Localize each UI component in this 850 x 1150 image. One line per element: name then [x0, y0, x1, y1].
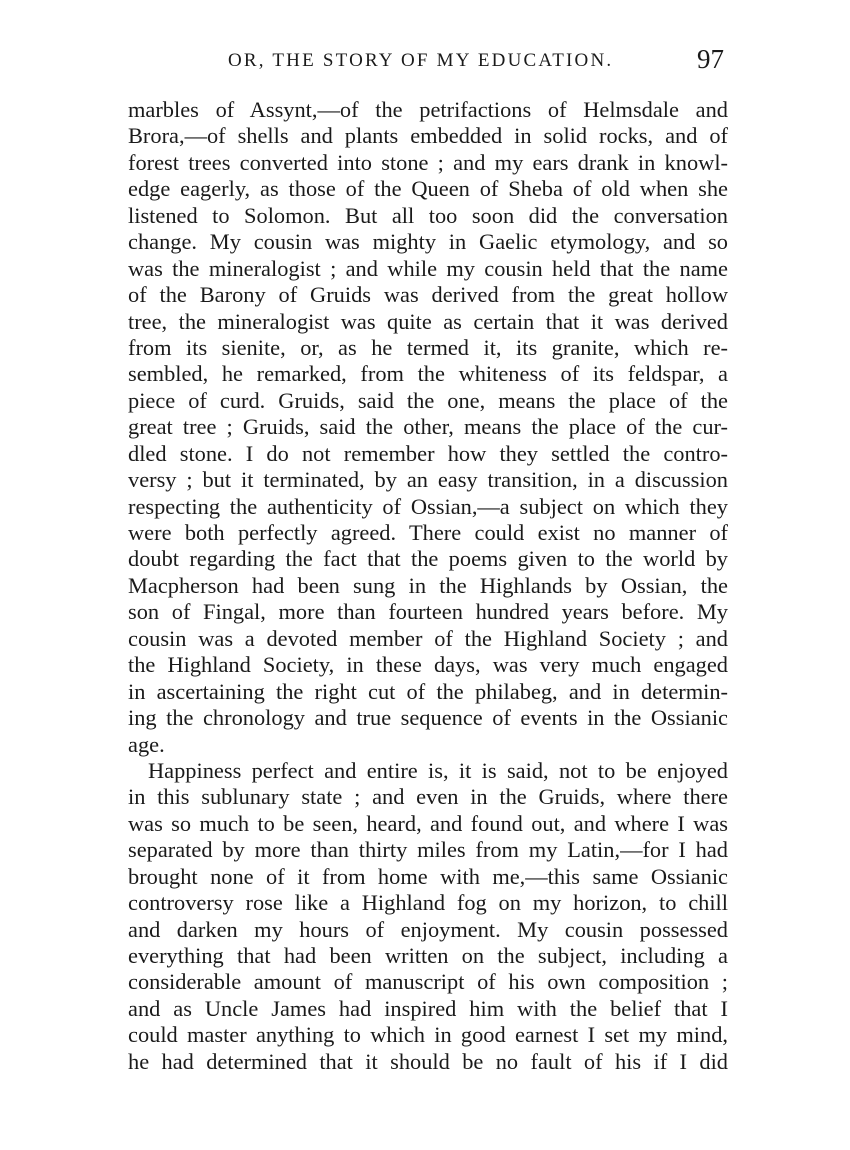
text-line: ing the chronology and true sequence of events in the Ossianic: [128, 705, 728, 731]
text-line: cousin was a devoted member of the Highland Society ; and: [128, 625, 728, 651]
text-line: in ascertaining the right cut of the philabeg, and in determin-: [128, 678, 728, 704]
text-line: and darken my hours of enjoyment. My cousin possessed: [128, 916, 728, 942]
text-line: respecting the authenticity of Ossian,—a subject on which they: [128, 493, 728, 519]
page-number: 97: [697, 44, 724, 74]
text-line: piece of curd. Gruids, said the one, means the place of the: [128, 387, 728, 413]
text-line: and as Uncle James had inspired him with the belief that I: [128, 995, 728, 1021]
running-title: OR, THE STORY OF MY EDUCATION.: [228, 50, 614, 71]
text-line: edge eagerly, as those of the Queen of Sheba of old when she: [128, 176, 728, 202]
text-line: listened to Solomon. But all too soon did the conversation: [128, 202, 728, 228]
paragraph-2: [128, 758, 728, 1075]
text-line: forest trees converted into stone ; and my ears drank in knowl-: [128, 149, 728, 175]
text-line: considerable amount of manuscript of his own composition ;: [128, 969, 728, 995]
text-line: son of Fingal, more than fourteen hundred years before. My: [128, 599, 728, 625]
text-line: Happiness perfect and entire is, it is said, not to be enjoyed: [148, 757, 728, 783]
text-line: sembled, he remarked, from the whiteness of its feldspar, a: [128, 361, 728, 387]
text-line: versy ; but it terminated, by an easy transition, in a discussion: [128, 467, 728, 493]
body-text: [128, 97, 728, 1075]
text-line: brought none of it from home with me,—this same Ossianic: [128, 863, 728, 889]
text-line: age.: [128, 731, 165, 757]
text-line: great tree ; Gruids, said the other, means the place of the cur-: [128, 414, 728, 440]
text-line: of the Barony of Gruids was derived from the great hollow: [128, 282, 728, 308]
text-line: were both perfectly agreed. There could exist no manner of: [128, 520, 728, 545]
text-line: Macpherson had been sung in the Highlands by Ossian, the: [128, 572, 728, 598]
text-line: marbles of Assynt,—of the petrifactions of Helmsdale and: [128, 97, 728, 122]
text-line: separated by more than thirty miles from my Latin,—for I had: [128, 837, 728, 863]
text-line: in this sublunary state ; and even in the Gruids, where there: [128, 784, 728, 810]
text-line: was the mineralogist ; and while my cousin held that the name: [128, 255, 728, 281]
text-line: could master anything to which in good earnest I set my mind,: [128, 1022, 728, 1048]
text-line: from its sienite, or, as he termed it, its granite, which re-: [128, 334, 728, 360]
text-line: tree, the mineralogist was quite as certain that it was derived: [128, 308, 728, 334]
text-line: was so much to be seen, heard, and found out, and where I was: [128, 810, 728, 836]
text-line: he had determined that it should be no fault of his if I did: [128, 1048, 728, 1074]
paragraph-1: [128, 97, 728, 758]
text-line: controversy rose like a Highland fog on my horizon, to chill: [128, 890, 728, 916]
text-line: change. My cousin was mighty in Gaelic etymology, and so: [128, 229, 728, 255]
running-head: [128, 44, 728, 80]
text-line: Brora,—of shells and plants embedded in solid rocks, and of: [128, 123, 728, 149]
text-line: dled stone. I do not remember how they settled the contro-: [128, 440, 728, 466]
text-line: doubt regarding the fact that the poems given to the world by: [128, 546, 728, 572]
text-line: the Highland Society, in these days, was very much engaged: [128, 652, 728, 678]
text-line: everything that had been written on the subject, including a: [128, 943, 728, 968]
